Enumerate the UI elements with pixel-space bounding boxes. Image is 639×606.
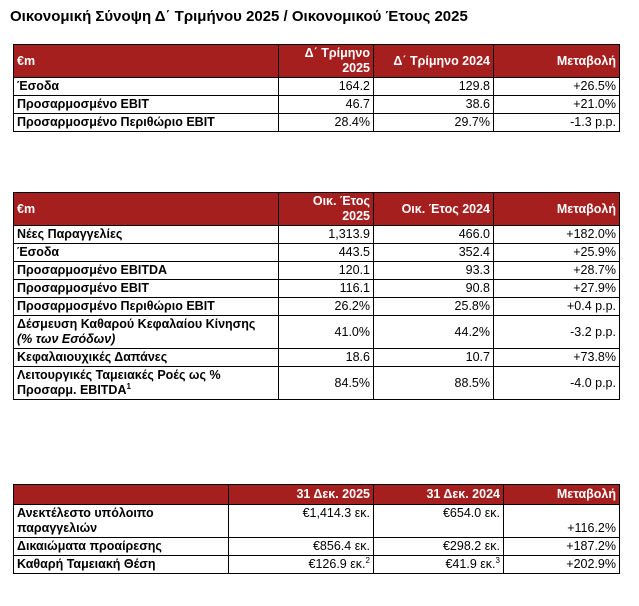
value-cell: 10.7 [374, 349, 494, 367]
value-cell: 93.3 [374, 262, 494, 280]
change-cell: +21.0% [494, 96, 620, 114]
row-label: Προσαρμοσμένο Περιθώριο EBIT [14, 298, 279, 316]
row-label: Προσαρμοσμένο EBIT [14, 280, 279, 298]
value-cell: 26.2% [279, 298, 374, 316]
row-sublabel: (% των Εσόδων) [17, 332, 116, 346]
value-cell: 129.8 [374, 78, 494, 96]
change-cell: +73.8% [494, 349, 620, 367]
table-row [14, 505, 620, 538]
value-cell: 164.2 [279, 78, 374, 96]
change-cell: -1.3 p.p. [494, 114, 620, 132]
table-row [14, 244, 620, 262]
header-cell: Οικ. Έτος 2024 [374, 193, 494, 226]
value-cell [374, 556, 504, 574]
value-cell: 18.6 [279, 349, 374, 367]
table-row [14, 538, 620, 556]
page-title: Οικονομική Σύνοψη Δ΄ Τριμήνου 2025 / Οικονομικού Έτους 2025 [10, 8, 468, 25]
row-label: Προσαρμοσμένο EBIT [14, 96, 279, 114]
row-label [14, 316, 279, 349]
change-cell: -3.2 p.p. [494, 316, 620, 349]
fiscal-year-summary-table [13, 192, 620, 400]
change-cell: -4.0 p.p. [494, 367, 620, 400]
row-label: Νέες Παραγγελίες [14, 226, 279, 244]
change-cell: +25.9% [494, 244, 620, 262]
header-cell [14, 485, 229, 505]
table-row [14, 226, 620, 244]
table-row [14, 367, 620, 400]
row-label: Καθαρή Ταμειακή Θέση [14, 556, 229, 574]
value-cell: 41.0% [279, 316, 374, 349]
value-text: €126.9 εκ. [308, 557, 366, 571]
table-header-row [14, 193, 620, 226]
row-label [14, 367, 279, 400]
change-cell: +26.5% [494, 78, 620, 96]
value-cell: 84.5% [279, 367, 374, 400]
change-cell: +202.9% [504, 556, 620, 574]
footnote-marker: 1 [126, 381, 131, 391]
table-header-row [14, 485, 620, 505]
row-label-text: Δέσμευση Καθαρού Κεφαλαίου Κίνησης [17, 317, 256, 331]
value-cell: 29.7% [374, 114, 494, 132]
balance-summary-table [13, 484, 620, 574]
header-cell: Μεταβολή [494, 193, 620, 226]
table-header-row [14, 45, 620, 78]
header-cell: €m [14, 45, 279, 78]
header-cell: Οικ. Έτος 2025 [279, 193, 374, 226]
table-row [14, 78, 620, 96]
change-cell: +0.4 p.p. [494, 298, 620, 316]
table-row [14, 96, 620, 114]
value-cell: 25.8% [374, 298, 494, 316]
table-row [14, 316, 620, 349]
change-cell: +187.2% [504, 538, 620, 556]
table-row [14, 298, 620, 316]
row-label: Έσοδα [14, 78, 279, 96]
value-text: €41.9 εκ. [445, 557, 496, 571]
value-cell: 28.4% [279, 114, 374, 132]
header-cell: Δ΄ Τρίμηνο 2025 [279, 45, 374, 78]
value-cell: 90.8 [374, 280, 494, 298]
value-cell: 1,313.9 [279, 226, 374, 244]
table-row [14, 280, 620, 298]
table-row [14, 349, 620, 367]
row-label: Δικαιώματα προαίρεσης [14, 538, 229, 556]
value-cell: 352.4 [374, 244, 494, 262]
header-cell: Μεταβολή [504, 485, 620, 505]
change-cell: +116.2% [504, 505, 620, 538]
value-cell: €298.2 εκ. [374, 538, 504, 556]
row-label-text: Λειτουργικές Ταμειακές Ροές ως % Προσαρμ. EBITDA [17, 368, 221, 397]
value-cell [229, 556, 374, 574]
value-cell: 120.1 [279, 262, 374, 280]
footnote-marker: 2 [365, 555, 370, 565]
table-row [14, 556, 620, 574]
value-cell: €856.4 εκ. [229, 538, 374, 556]
footnote-marker: 3 [495, 555, 500, 565]
row-label: Ανεκτέλεστο υπόλοιπο παραγγελιών [14, 505, 229, 538]
header-cell: 31 Δεκ. 2025 [229, 485, 374, 505]
value-cell: 44.2% [374, 316, 494, 349]
change-cell: +27.9% [494, 280, 620, 298]
header-cell: 31 Δεκ. 2024 [374, 485, 504, 505]
table-row [14, 114, 620, 132]
value-cell: 443.5 [279, 244, 374, 262]
value-cell: €1,414.3 εκ. [229, 505, 374, 538]
header-cell: Δ΄ Τρίμηνο 2024 [374, 45, 494, 78]
change-cell: +28.7% [494, 262, 620, 280]
header-cell: €m [14, 193, 279, 226]
row-label: Προσαρμοσμένο Περιθώριο EBIT [14, 114, 279, 132]
value-cell: 46.7 [279, 96, 374, 114]
row-label: Έσοδα [14, 244, 279, 262]
value-cell: 116.1 [279, 280, 374, 298]
quarter-summary-table [13, 44, 620, 132]
change-cell: +182.0% [494, 226, 620, 244]
header-cell: Μεταβολή [494, 45, 620, 78]
row-label: Κεφαλαιουχικές Δαπάνες [14, 349, 279, 367]
value-cell: 466.0 [374, 226, 494, 244]
table-row [14, 262, 620, 280]
value-cell: 88.5% [374, 367, 494, 400]
row-label: Προσαρμοσμένο EBITDA [14, 262, 279, 280]
value-cell: €654.0 εκ. [374, 505, 504, 538]
value-cell: 38.6 [374, 96, 494, 114]
